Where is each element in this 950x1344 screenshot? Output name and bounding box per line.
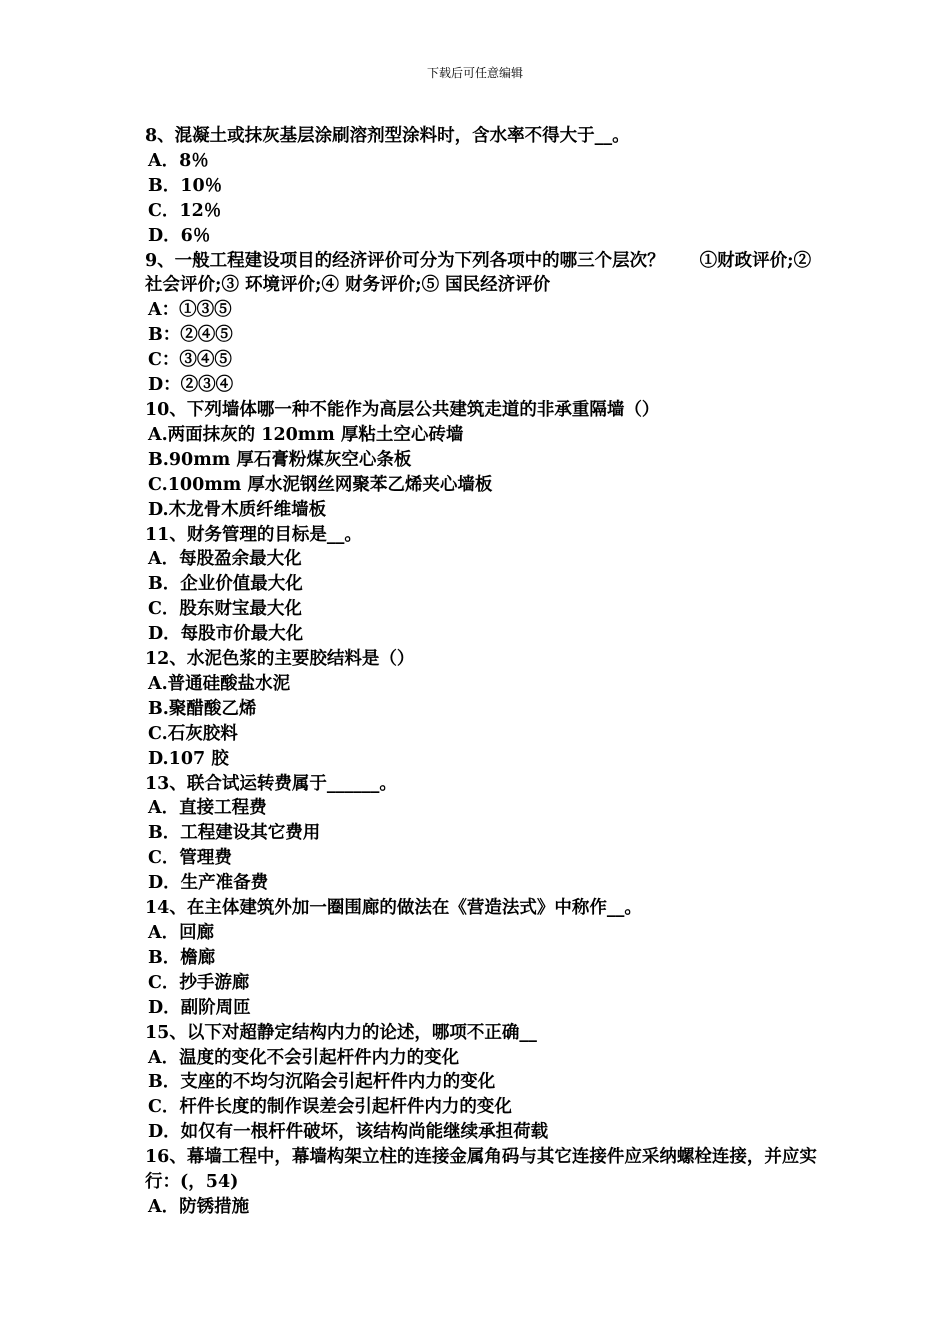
option-a: A．每股盈余最大化 (148, 549, 302, 570)
option-b: B．檐廊 (148, 947, 216, 968)
question-11 (145, 523, 825, 648)
option-a: A．回廊 (148, 923, 215, 943)
question-text: 15、以下对超静定结构内力的论述，哪项不正确__ (145, 1022, 537, 1043)
question-text: 9、一般工程建设项目的经济评价可分为下列各项中的哪三个层次？ ①财政评价;② 社会评价;③ 环境评价;④ 财务评价;⑤ 国民经济评价 (145, 250, 812, 296)
option-b: B：②④⑤ (148, 325, 233, 346)
question-text: 8、混凝土或抹灰基层涂刷溶剂型涂料时，含水率不得大于__。 (145, 126, 630, 146)
option-d: D．副阶周匝 (148, 997, 251, 1018)
option-a: A．温度的变化不会引起杆件内力的变化 (148, 1047, 460, 1068)
question-16 (145, 1145, 825, 1220)
option-d: D.木龙骨木质纤维墙板 (148, 499, 327, 520)
option-b: B．10％ (148, 175, 223, 196)
option-b: B．工程建设其它费用 (148, 823, 321, 844)
question-text: 16、幕墙工程中，幕墙构架立柱的连接金属角码与其它连接件应采纳螺栓连接，并应实行：(，54) (145, 1147, 817, 1193)
option-d: D．生产准备费 (148, 873, 269, 894)
option-a: A.普通硅酸盐水泥 (148, 673, 291, 694)
option-c: C．杆件长度的制作误差会引起杆件内力的变化 (148, 1097, 512, 1118)
option-c: C.石灰胶料 (148, 723, 238, 744)
question-text: 11、财务管理的目标是__。 (145, 524, 362, 545)
option-c: C．股东财宝最大化 (148, 599, 302, 620)
question-12 (145, 647, 825, 772)
option-c: C.100mm 厚水泥钢丝网聚苯乙烯夹心墙板 (148, 474, 493, 495)
option-d: D：②③④ (148, 375, 234, 396)
question-text: 12、水泥色浆的主要胶结料是（） (145, 649, 415, 670)
option-a: A．8％ (148, 150, 209, 171)
question-10 (145, 398, 825, 523)
page-header: 下载后可任意编辑 (426, 66, 523, 80)
question-text: 13、联合试运转费属于______。 (145, 773, 397, 794)
option-a: A．直接工程费 (148, 798, 267, 819)
option-c: C．管理费 (148, 848, 232, 869)
option-a: A.两面抹灰的 120mm 厚粘土空心砖墙 (148, 424, 464, 445)
option-b: B．支座的不均匀沉陷会引起杆件内力的变化 (148, 1072, 496, 1093)
option-b: B．企业价值最大化 (148, 574, 303, 595)
option-d: D．每股市价最大化 (148, 624, 304, 645)
question-9 (145, 249, 825, 398)
question-list (145, 124, 825, 1220)
question-13 (145, 772, 825, 897)
option-a: A．防锈措施 (148, 1196, 250, 1217)
option-d: D．6％ (148, 225, 211, 246)
question-text: 14、在主体建筑外加一圈围廊的做法在《营造法式》中称作__。 (145, 898, 642, 919)
option-c: C：③④⑤ (148, 350, 232, 371)
question-15 (145, 1021, 825, 1146)
option-c: C．抄手游廊 (148, 972, 250, 993)
question-text: 10、下列墙体哪一种不能作为高层公共建筑走道的非承重隔墙（） (145, 399, 660, 420)
question-8 (145, 124, 825, 249)
option-c: C．12％ (148, 200, 222, 221)
option-b: B.聚醋酸乙烯 (148, 698, 257, 719)
option-b: B.90mm 厚石膏粉煤灰空心条板 (148, 449, 412, 470)
option-d: D．如仅有一根杆件破坏，该结构尚能继续承担荷载 (148, 1122, 549, 1143)
option-a: A：①③⑤ (148, 300, 232, 321)
question-14 (145, 896, 825, 1021)
option-d: D.107 胶 (148, 748, 229, 769)
